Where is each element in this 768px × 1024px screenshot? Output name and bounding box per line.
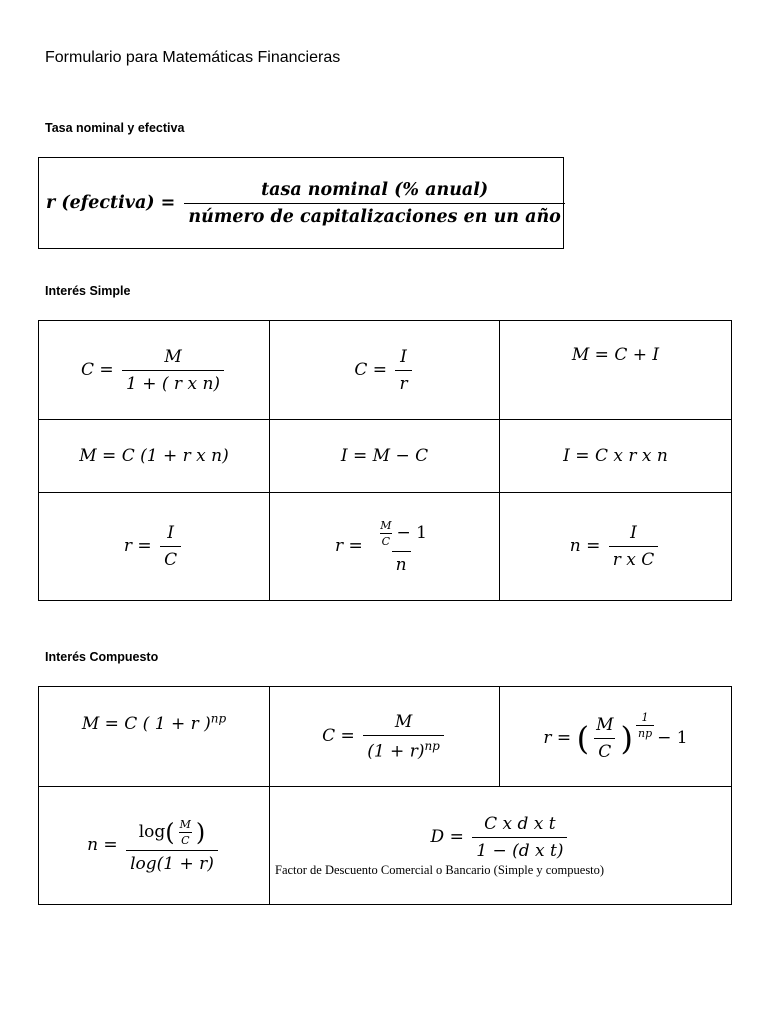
fraction bbox=[371, 519, 431, 575]
formula-tasa-compuesta bbox=[543, 711, 688, 762]
formula-lhs: r (efectiva) = bbox=[46, 192, 176, 213]
fraction bbox=[363, 712, 444, 762]
formula-lhs: C = bbox=[322, 726, 355, 746]
formula-lhs: C = bbox=[80, 359, 114, 380]
fraction-denominator bbox=[363, 735, 444, 762]
fraction-denominator: número de capitalizaciones en un año bbox=[184, 203, 564, 227]
formula-cell-descuento bbox=[270, 787, 732, 905]
table-interes-compuesto bbox=[38, 686, 732, 905]
nested-fraction bbox=[378, 519, 393, 548]
right-paren: ) bbox=[195, 818, 206, 846]
fraction-numerator bbox=[135, 818, 210, 850]
formula-base: M = C ( 1 + r ) bbox=[81, 713, 211, 734]
formula-lhs: n = bbox=[87, 835, 118, 855]
formula-tasa-monto bbox=[335, 518, 434, 575]
formula-cell bbox=[270, 420, 500, 493]
formula-lhs: D = bbox=[430, 826, 464, 847]
nested-fraction bbox=[178, 818, 193, 847]
fraction bbox=[472, 814, 567, 861]
fraction-denominator: n bbox=[392, 551, 411, 575]
fraction-denominator: 1 − (d x t) bbox=[472, 837, 567, 861]
fraction-numerator: C x d x t bbox=[484, 813, 556, 834]
formula-box-tasa-efectiva bbox=[38, 157, 564, 249]
formula-lhs: r = bbox=[543, 728, 572, 748]
log-label: log bbox=[138, 821, 166, 842]
table-interes-simple bbox=[38, 320, 732, 601]
formula-lhs: r = bbox=[123, 536, 152, 556]
formula-tiempo-compuesto bbox=[87, 817, 221, 874]
formula-cell bbox=[39, 420, 270, 493]
formula-cell bbox=[39, 787, 270, 905]
exponent: np bbox=[210, 711, 227, 725]
fraction-denominator: r bbox=[395, 370, 411, 394]
fraction-numerator: tasa nominal (% anual) bbox=[261, 179, 489, 200]
formula-lhs: n = bbox=[569, 536, 601, 556]
minus-one: − 1 bbox=[396, 522, 427, 543]
formula-cell bbox=[39, 493, 270, 601]
fraction-numerator: M bbox=[596, 715, 614, 735]
formula-cell bbox=[500, 420, 732, 493]
formula-tasa-interes bbox=[123, 523, 184, 570]
fraction-numerator: M bbox=[380, 518, 392, 532]
formula-interes-producto: I = C x r x n bbox=[563, 446, 668, 466]
fraction bbox=[122, 347, 224, 394]
formula-cell bbox=[500, 321, 732, 420]
fraction-numerator: M bbox=[179, 817, 191, 831]
fraction-numerator: M bbox=[164, 346, 182, 367]
fraction-denominator: np bbox=[637, 727, 653, 740]
section-heading-compuesto: Interés Compuesto bbox=[45, 650, 159, 664]
formula-interes-diferencia: I = M − C bbox=[340, 446, 429, 466]
formula-monto-compuesto bbox=[81, 711, 227, 734]
formula-descuento bbox=[270, 814, 731, 861]
fraction-numerator bbox=[371, 519, 431, 551]
formula-cell bbox=[500, 493, 732, 601]
fraction bbox=[592, 715, 617, 762]
left-paren: ( bbox=[576, 719, 590, 758]
formula-cell bbox=[500, 687, 732, 787]
fraction-denominator: r x C bbox=[609, 546, 659, 570]
formula-lhs: r = bbox=[335, 536, 363, 556]
formula-capital-compuesto bbox=[322, 711, 447, 762]
fraction-numerator: 1 bbox=[641, 711, 649, 724]
formula-monto-suma: M = C + I bbox=[571, 345, 660, 365]
fraction bbox=[395, 347, 411, 394]
denominator-base: (1 + r) bbox=[367, 741, 425, 762]
formula-monto-simple: M = C (1 + r x n) bbox=[79, 446, 229, 466]
fraction-numerator: I bbox=[400, 346, 407, 367]
formula-cell bbox=[270, 493, 500, 601]
fraction bbox=[609, 523, 659, 570]
fraction-denominator: C bbox=[594, 738, 615, 762]
fraction-denominator: C bbox=[381, 534, 391, 548]
fraction bbox=[126, 818, 218, 874]
formula-cell bbox=[39, 687, 270, 787]
formula-cell bbox=[270, 321, 500, 420]
formula-cell bbox=[39, 321, 270, 420]
formula-lhs: C = bbox=[354, 359, 388, 380]
exponent: np bbox=[424, 738, 440, 753]
fraction-denominator: C bbox=[160, 546, 181, 570]
formula-tiempo-simple bbox=[569, 523, 662, 570]
page-title: Formulario para Matemáticas Financieras bbox=[45, 49, 341, 66]
fraction-numerator: I bbox=[630, 523, 637, 543]
section-heading-simple: Interés Simple bbox=[45, 284, 131, 298]
formula-tasa-efectiva bbox=[46, 180, 568, 227]
exponent-fraction bbox=[636, 711, 654, 740]
descuento-caption: Factor de Descuento Comercial o Bancario (Simple y compuesto) bbox=[275, 862, 605, 877]
formula-capital-interes bbox=[354, 346, 414, 394]
fraction-denominator: 1 + ( r x n) bbox=[122, 370, 224, 394]
left-paren: ( bbox=[165, 818, 175, 846]
minus-one: − 1 bbox=[657, 728, 688, 748]
fraction bbox=[160, 523, 181, 570]
formula-capital-simple bbox=[80, 346, 227, 394]
fraction-numerator: I bbox=[167, 523, 174, 543]
section-heading-tasa: Tasa nominal y efectiva bbox=[45, 121, 185, 135]
fraction bbox=[184, 180, 564, 227]
fraction-denominator: C bbox=[181, 833, 190, 847]
fraction-denominator: log(1 + r) bbox=[126, 850, 218, 874]
fraction-numerator: M bbox=[394, 711, 413, 732]
formula-cell bbox=[270, 687, 500, 787]
right-paren: ) bbox=[620, 719, 633, 758]
